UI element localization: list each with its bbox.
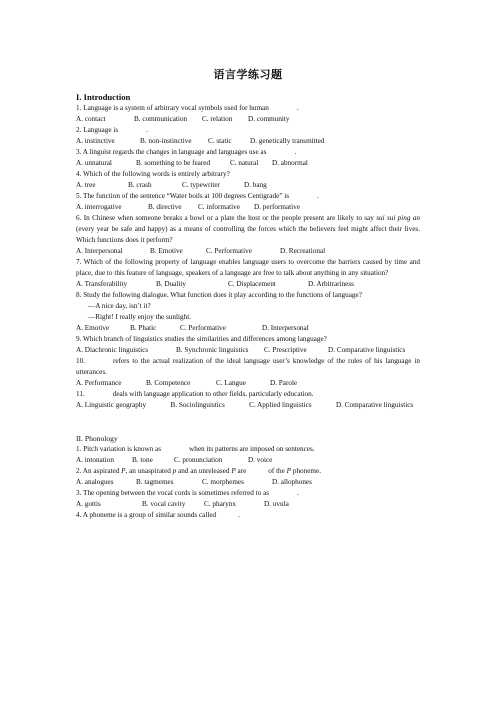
option-d[interactable]: D. community [248,115,290,123]
option-b[interactable]: B. communication [134,115,188,123]
option-a[interactable]: A. Diachronic linguistics [76,346,149,354]
question-9-options [76,345,420,356]
question-7: 7. Which of the following property of language enables language users to overcome the barriers caused by time and place, due to this feature of language, speakers of a language are free to talk about anything in any situation? [76,258,420,277]
option-b[interactable]: B. directive [148,203,182,211]
question-3: 3. A linguist regards the changes in language and languages use as . [76,148,297,156]
option-c[interactable]: C. Performative [180,324,226,332]
option-d[interactable]: D. Parole [270,379,298,387]
option-a[interactable]: A. Linguistic geography [76,401,147,409]
option-a[interactable]: A. gottis [76,500,101,508]
option-b[interactable]: B. tone [132,456,153,464]
option-a[interactable]: A. Interpersonal [76,247,123,255]
option-b[interactable]: B. non-instinctive [140,137,192,145]
phonology-question-2-options [76,477,420,488]
question-11-options [76,400,420,411]
option-a[interactable]: A. interrogative [76,203,122,211]
phonology-question-3-options [76,499,420,510]
phonology-question-4: 4. A phoneme is a group of similar sounds called . [76,511,240,519]
dialogue-line-1: —A nice day, isn’t it? [88,302,151,310]
section-heading-introduction: I. Introduction [76,92,131,102]
question-1-options [76,114,420,125]
phonology-question-2: 2. An aspirated P, an unaspirated p and an unreleased P are of the P phoneme. [76,467,321,475]
option-b[interactable]: B. Competence [146,379,191,387]
option-b[interactable]: B. crash [128,181,152,189]
option-a[interactable]: A. contact [76,115,106,123]
option-c[interactable]: C. relation [202,115,233,123]
option-c[interactable]: C. morphemes [202,478,244,486]
option-d[interactable]: D. allophones [272,478,312,486]
page-title: 语言学练习题 [213,68,283,81]
question-3-options [76,158,420,169]
option-b[interactable]: B. Duality [156,280,186,288]
option-d[interactable]: D. abnormal [272,159,308,167]
question-11: 11. deals with language application to other fields, particularly education. [76,390,314,398]
option-c[interactable]: C. Displacement [228,280,276,288]
question-6-options [76,246,420,257]
option-b[interactable]: B. vocal cavity [142,500,186,508]
option-a[interactable]: A. Emotive [76,324,110,332]
phonology-question-1-options [76,455,420,466]
option-d[interactable]: D. genetically transmitted [250,137,325,145]
option-a[interactable]: A. tree [76,181,96,189]
dialogue-line-2: —Right! I really enjoy the sunlight. [88,313,192,321]
option-a[interactable]: A. Performance [76,379,122,387]
option-a[interactable]: A. analogues [76,478,114,486]
document-page [76,66,420,521]
phonology-question-1: 1. Pitch variation is known as when its patterns are imposed on sentences. [76,445,315,453]
option-b[interactable]: B. tagmemes [136,478,174,486]
option-d[interactable]: D. Comparative linguistics [328,346,406,354]
question-10-options [76,378,420,389]
option-c[interactable]: C. static [208,137,232,145]
question-6: 6. In Chinese when someone breaks a bowl or a plate the host or the people present are likely to say sui sui ping an (every year be safe and happy) as a means of controlling the forces which the believers feel might affect their lives. Which functions does it perform? [76,214,420,244]
question-9: 9. Which branch of linguistics studies the similarities and differences among language? [76,335,327,343]
option-c[interactable]: C. Performative [206,247,252,255]
option-c[interactable]: C. Prescriptive [264,346,307,354]
option-a[interactable]: A. instinctive [76,137,115,145]
option-c[interactable]: C. Langue [216,379,246,387]
question-1: 1. Language is a system of arbitrary vocal symbols used for human . [76,104,299,112]
question-2: 2. Language is . [76,126,148,134]
option-d[interactable]: D. Arbitrariness [308,280,354,288]
option-c[interactable]: C. typewriter [182,181,220,189]
question-4-options [76,180,420,191]
option-a[interactable]: A. Transferability [76,280,128,288]
section-heading-phonology: II. Phonology [76,434,118,443]
option-d[interactable]: D. Comparative linguistics [335,401,414,409]
option-c[interactable]: C. pronunciation [174,456,223,464]
option-d[interactable]: D. voice [248,456,273,464]
question-7-options [76,279,420,290]
question-8-options [76,323,420,334]
option-a[interactable]: A. unnatural [76,159,112,167]
question-5-options [76,202,420,213]
option-b[interactable]: B. Emotive [150,247,183,255]
option-c[interactable]: C. Applied linguistics [249,401,312,409]
option-d[interactable]: D. uvula [264,500,289,508]
question-5: 5. The function of the sentence “Water boils at 100 degrees Centigrade” is . [76,192,319,200]
option-d[interactable]: D. bang [244,181,267,189]
option-b[interactable]: B. Phatic [130,324,157,332]
option-d[interactable]: D. Recreational [280,247,326,255]
option-a[interactable]: A. intonation [76,456,114,464]
question-2-options [76,136,420,147]
question-10: 10. refers to the actual realization of the ideal language user’s knowledge of the rules of his language in utterances. [76,357,420,376]
question-4: 4. Which of the following words is entirely arbitrary? [76,170,230,178]
option-d[interactable]: D. Interpersonal [262,324,309,332]
option-d[interactable]: D. performative [254,203,300,211]
option-c[interactable]: C. natural [230,159,259,167]
option-b[interactable]: B. something to be feared [136,159,211,167]
option-b[interactable]: B. Synchronic linguistics [176,346,249,354]
phonology-question-3: 3. The opening between the vocal cords is sometimes referred to as . [76,489,299,497]
question-8: 8. Study the following dialogue. What function does it play according to the functions of language? [76,291,362,299]
option-c[interactable]: C. pharynx [204,500,236,508]
option-c[interactable]: C. informative [198,203,240,211]
option-b[interactable]: B. Sociolinguistics [170,401,225,409]
